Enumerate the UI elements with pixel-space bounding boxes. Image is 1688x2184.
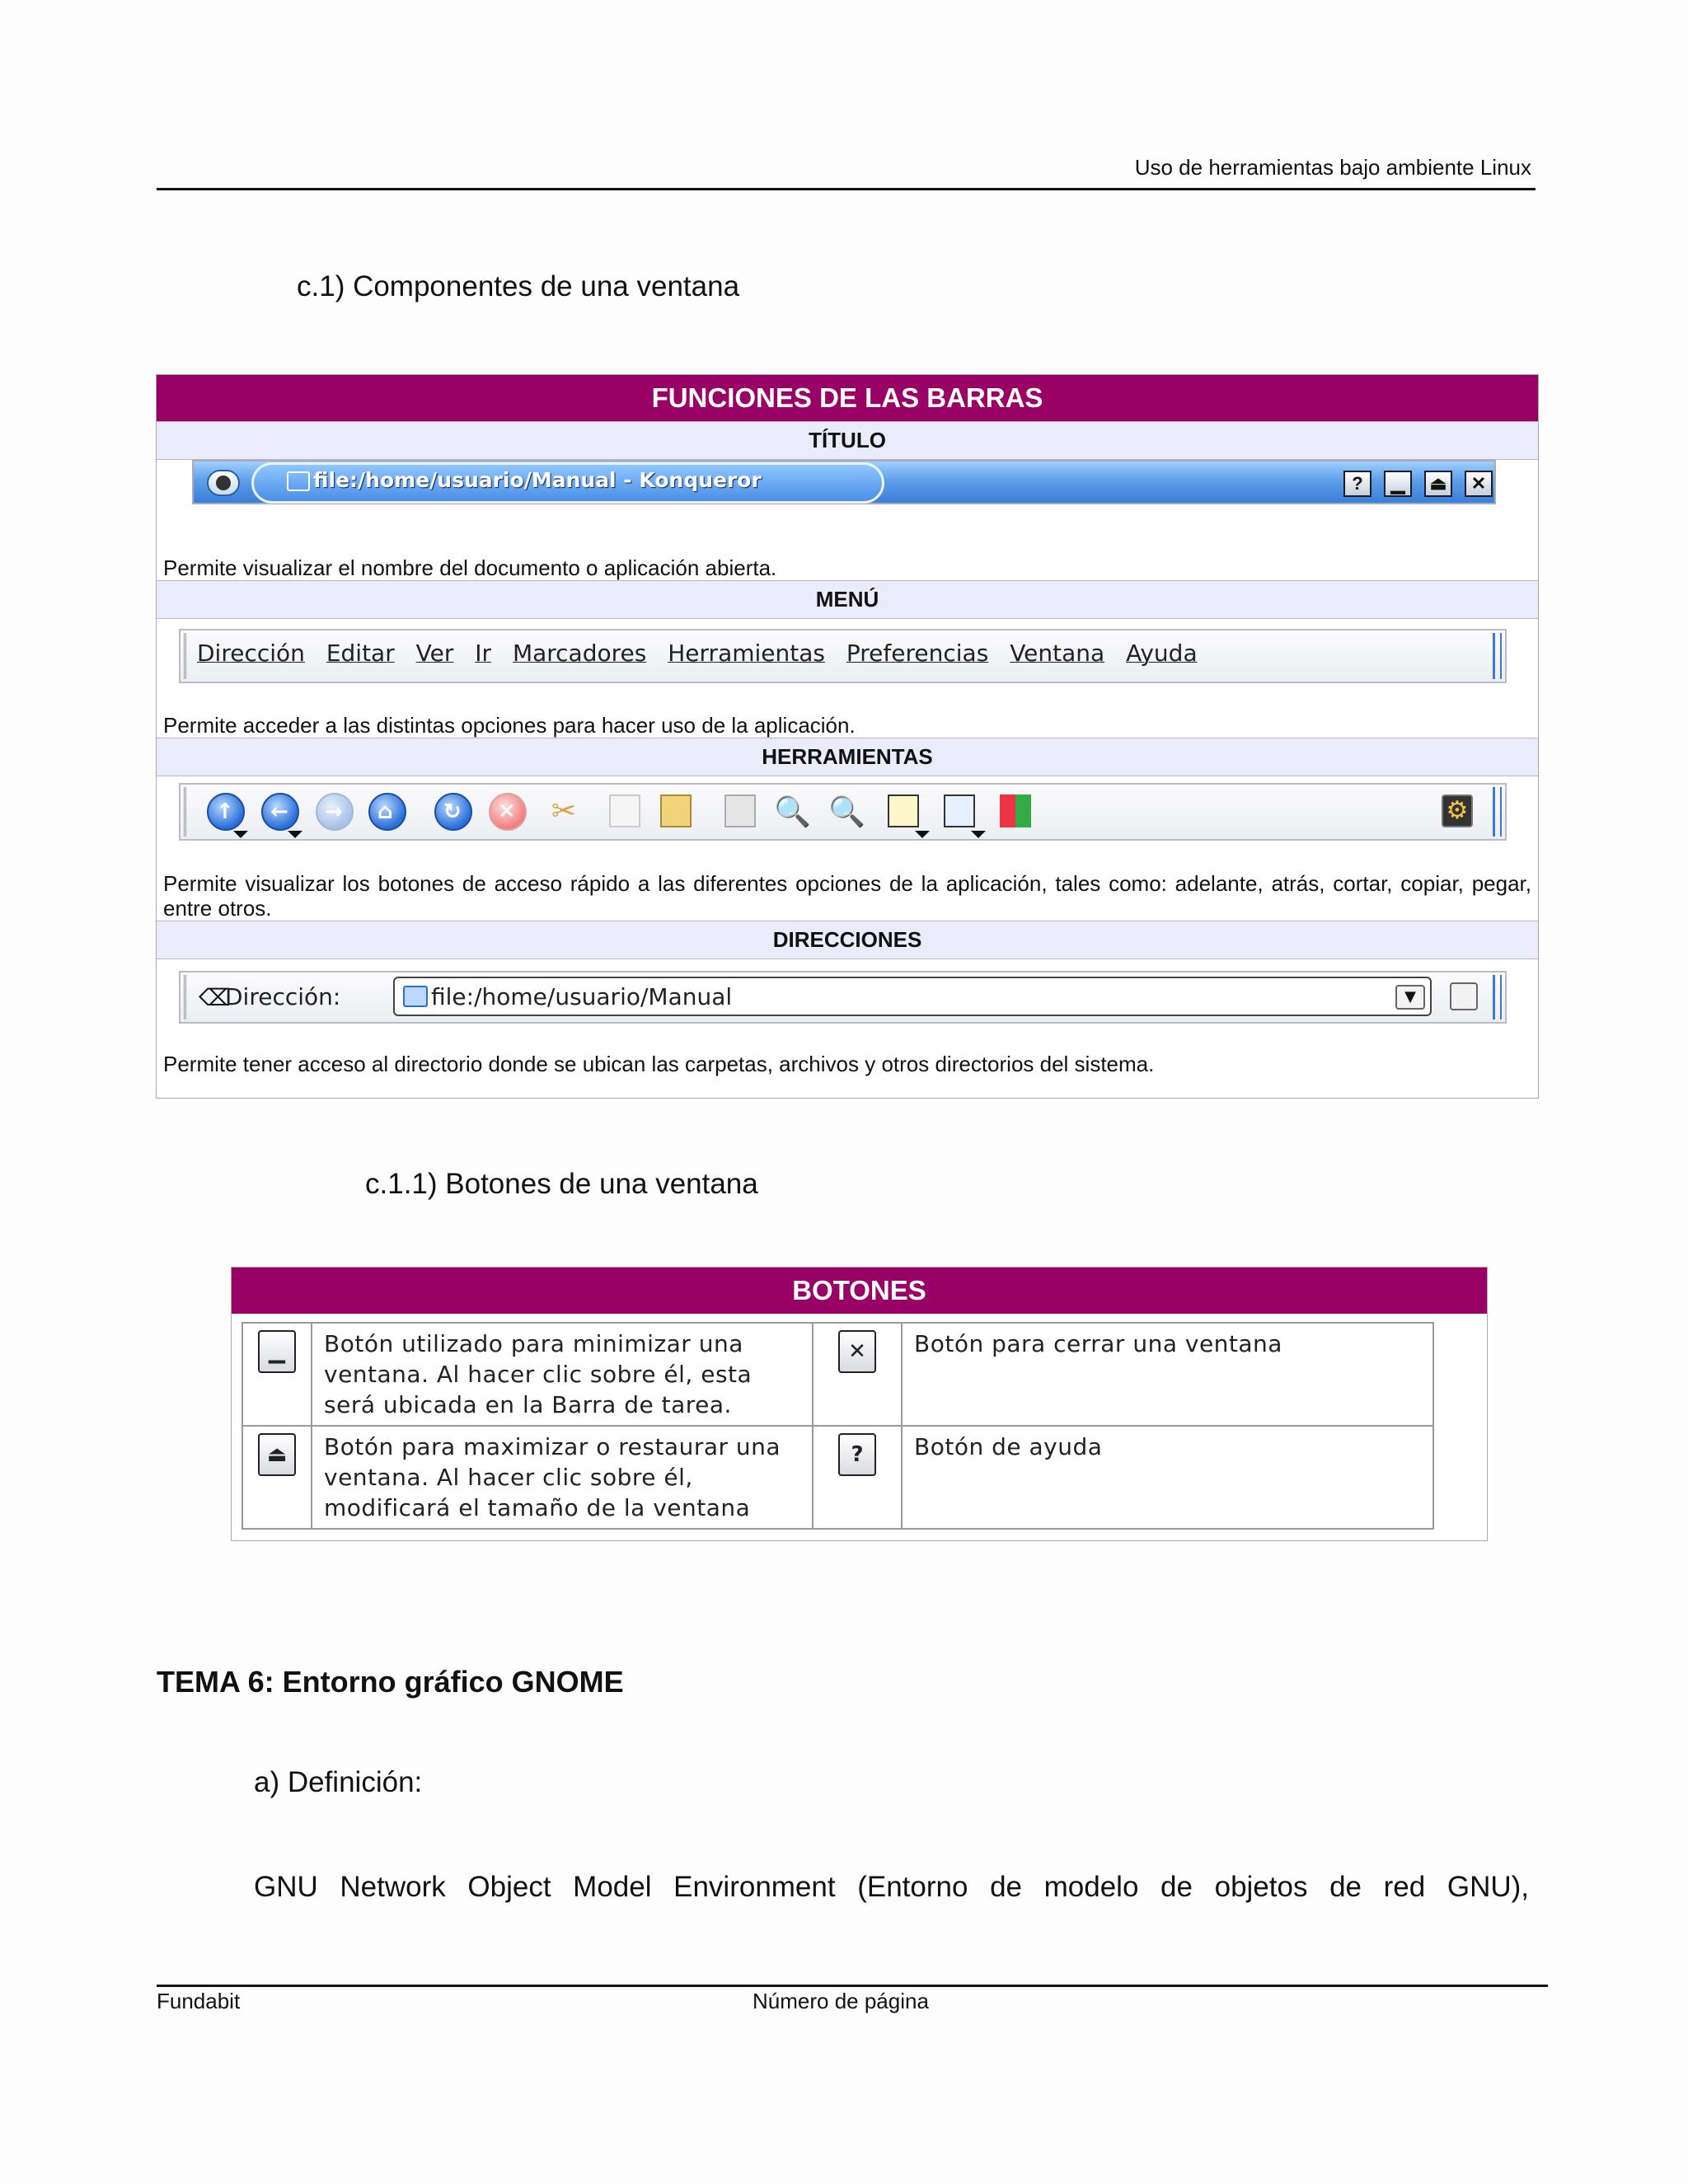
- tema-heading: TEMA 6: Entorno gráfico GNOME: [157, 1665, 624, 1699]
- menu-item-direccion: Dirección: [197, 640, 305, 667]
- footer-organization: Fundabit: [157, 1989, 241, 2013]
- caret-down-icon: [288, 831, 302, 838]
- menu-heading: MENÚ: [157, 580, 1538, 619]
- header-divider: [157, 188, 1536, 190]
- maximize-icon: ⏏: [258, 1433, 296, 1476]
- close-description: Botón para cerrar una ventana: [902, 1323, 1433, 1426]
- titulo-description: Permite visualizar el nombre del documento o aplicación abierta.: [163, 555, 777, 580]
- menu-item-herramientas: Herramientas: [668, 640, 825, 667]
- menu-description: Permite acceder a las distintas opciones para hacer uso de la aplicación.: [163, 713, 856, 738]
- table-row: [242, 1323, 1433, 1426]
- direcciones-description: Permite tener acceso al directorio donde se ubican las carpetas, archivos y otros directorios del sistema.: [163, 1052, 1155, 1076]
- icon-cell: [813, 1323, 902, 1426]
- caret-down-icon: [233, 831, 248, 838]
- menu-item-editar: Editar: [326, 640, 395, 667]
- section-heading-c11: c.1.1) Botones de una ventana: [365, 1168, 758, 1200]
- address-input: [393, 977, 1432, 1016]
- menu-item-ver: Ver: [415, 640, 454, 667]
- page-header-title: Uso de herramientas bajo ambiente Linux: [1134, 155, 1531, 180]
- zoom-in-icon: 🔍: [774, 795, 811, 829]
- titulo-screenshot: [157, 460, 1538, 555]
- menu-item-ayuda: Ayuda: [1126, 640, 1198, 667]
- copy-icon: [609, 794, 640, 827]
- folder-icon: [403, 986, 428, 1007]
- funciones-banner: FUNCIONES DE LAS BARRAS: [157, 375, 1538, 421]
- gnu-paragraph: GNU Network Object Model Environment (Entorno de modelo de objetos de red GNU),: [254, 1871, 1529, 1903]
- close-icon: ✕: [838, 1330, 876, 1373]
- print-icon: [724, 794, 756, 827]
- caret-down-icon: [971, 831, 986, 838]
- gear-icon: ⚙: [1442, 794, 1473, 827]
- windows-icon: [1000, 794, 1031, 827]
- footer-divider: [157, 1985, 1548, 1987]
- minimize-icon: ▁: [1384, 471, 1412, 497]
- window-title-text: file:/home/usuario/Manual - Konqueror: [313, 468, 762, 492]
- dropdown-arrow-icon: ▼: [1395, 985, 1425, 1010]
- tool-bar: [179, 783, 1507, 841]
- funciones-table: [156, 374, 1539, 1099]
- folder-icon: [287, 471, 310, 491]
- menu-items: [197, 640, 1212, 667]
- section-heading-c1: c.1) Componentes de una ventana: [297, 270, 740, 302]
- menu-item-marcadores: Marcadores: [512, 640, 647, 667]
- paste-icon: [660, 794, 692, 827]
- menu-item-ir: Ir: [475, 640, 492, 667]
- close-icon: ✕: [1465, 471, 1493, 497]
- table-row: [242, 1426, 1433, 1529]
- up-arrow-icon: ↑: [207, 793, 245, 831]
- maximize-description: Botón para maximizar o restaurar una ventana. Al hacer clic sobre él, modificará el tamaño de la ventana: [312, 1426, 813, 1529]
- zoom-out-icon: 🔍: [828, 795, 865, 829]
- botones-banner: BOTONES: [232, 1268, 1487, 1314]
- window-menu-icon: [207, 470, 240, 496]
- forward-arrow-icon: →: [316, 793, 354, 831]
- address-label: Dirección:: [225, 983, 341, 1010]
- minimize-icon: ▁: [258, 1330, 296, 1373]
- stop-icon: ✕: [489, 793, 527, 831]
- help-icon: ?: [1343, 471, 1372, 497]
- botones-grid: [241, 1322, 1434, 1530]
- icon-cell: [813, 1426, 902, 1529]
- icon-cell: [242, 1426, 312, 1529]
- tree-view-icon: [944, 794, 975, 827]
- clear-location-icon: ⌫: [199, 984, 232, 1011]
- menu-item-preferencias: Preferencias: [846, 640, 989, 667]
- herramientas-screenshot: [157, 776, 1538, 871]
- menu-item-ventana: Ventana: [1010, 640, 1105, 667]
- back-arrow-icon: ←: [261, 793, 299, 831]
- cut-icon: ✂: [551, 794, 577, 828]
- title-bar: [192, 460, 1496, 504]
- go-icon: [1450, 982, 1478, 1010]
- menu-bar: [179, 629, 1507, 683]
- home-icon: ⌂: [368, 793, 406, 831]
- help-icon: ?: [838, 1433, 876, 1476]
- definition-heading: a) Definición:: [254, 1766, 423, 1798]
- herramientas-description: Permite visualizar los botones de acceso rápido a las diferentes opciones de la aplicación, tales como: adelante, atrás, cortar, copiar, pegar, entre otros.: [163, 871, 1531, 921]
- direcciones-screenshot: [157, 959, 1538, 1052]
- botones-table: [231, 1267, 1488, 1541]
- titulo-heading: TÍTULO: [157, 421, 1538, 460]
- icon-view-icon: [888, 794, 919, 827]
- icon-cell: [242, 1323, 312, 1426]
- footer-page-number: Número de página: [753, 1989, 929, 2013]
- address-value: file:/home/usuario/Manual: [431, 983, 733, 1010]
- reload-icon: ↻: [434, 793, 472, 831]
- address-bar: [179, 971, 1507, 1024]
- help-description: Botón de ayuda: [902, 1426, 1433, 1529]
- direcciones-heading: DIRECCIONES: [157, 921, 1538, 959]
- maximize-icon: ⏏: [1424, 471, 1452, 497]
- herramientas-heading: HERRAMIENTAS: [157, 738, 1538, 776]
- menu-screenshot: [157, 619, 1538, 713]
- caret-down-icon: [915, 831, 930, 838]
- minimize-description: Botón utilizado para minimizar una ventana. Al hacer clic sobre él, esta será ubicada en la Barra de tarea.: [312, 1323, 813, 1426]
